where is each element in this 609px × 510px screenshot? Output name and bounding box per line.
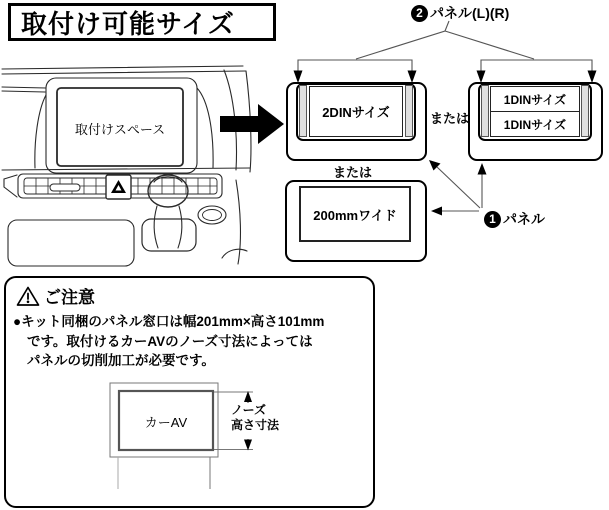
callout-panel-lr-label: パネル(L)(R) bbox=[430, 5, 510, 21]
panel-tray-1din bbox=[478, 83, 592, 141]
caution-heading-text: ご注意 bbox=[44, 288, 95, 307]
dash-top-line bbox=[2, 66, 243, 69]
dash-left-edge bbox=[4, 175, 17, 197]
caution-note bbox=[13, 312, 365, 371]
up-left-arrow-icon bbox=[429, 160, 441, 171]
wide200-label: 200mmワイド bbox=[313, 207, 397, 223]
warning-icon bbox=[16, 285, 40, 307]
big-right-arrow-icon bbox=[220, 104, 284, 144]
left-pillar-line bbox=[35, 95, 46, 168]
dashboard-illustration bbox=[2, 66, 251, 266]
shift-knob bbox=[148, 175, 188, 207]
cup-holder bbox=[198, 206, 226, 224]
panel-frame-1din bbox=[468, 82, 603, 161]
din1-top-label: 1DINサイズ bbox=[491, 87, 579, 112]
panel-strip-left bbox=[299, 85, 307, 137]
circled-number-2-icon: 2 bbox=[411, 5, 428, 22]
panel-frame-2din bbox=[286, 82, 427, 161]
din2-window bbox=[309, 86, 403, 137]
page-title bbox=[8, 3, 276, 41]
hazard-triangle-icon bbox=[111, 180, 126, 193]
wide200-window bbox=[299, 186, 411, 242]
caution-note-line3: パネルの切削加工が必要です。 bbox=[27, 353, 215, 368]
vent-strip bbox=[18, 174, 222, 198]
dash-mid-line bbox=[2, 168, 250, 170]
shift-base bbox=[142, 219, 196, 251]
panel-strip-left bbox=[481, 85, 489, 137]
or-label-below-2din: または bbox=[333, 165, 373, 180]
panel-tray-2din bbox=[296, 83, 416, 141]
nose-height-dim-line1: ノーズ bbox=[231, 403, 267, 417]
caution-note-line1: ●キット同梱のパネル窓口は幅201mm×高さ101mm bbox=[13, 314, 325, 329]
panel-strip-right bbox=[405, 85, 413, 137]
din1-window bbox=[490, 86, 580, 137]
din1-bottom-label: 1DINサイズ bbox=[503, 117, 567, 132]
din2-label: 2DINサイズ bbox=[322, 105, 390, 120]
vent-slat bbox=[50, 184, 80, 191]
callout-panel-lr bbox=[411, 3, 509, 23]
callout-panel bbox=[484, 209, 545, 229]
page-title-text: 取付け可能サイズ bbox=[21, 8, 235, 39]
install-space-label: 取付けスペース bbox=[74, 122, 166, 137]
panel-strip-right bbox=[581, 85, 589, 137]
panel-frame-200mm bbox=[285, 180, 427, 262]
panel-callout-arrowheads bbox=[429, 160, 487, 216]
right-pillar-line bbox=[197, 88, 213, 168]
or-label-right-2din: または bbox=[430, 111, 470, 126]
hazard-button bbox=[106, 175, 131, 199]
circled-number-1-icon: 1 bbox=[484, 211, 501, 228]
nose-height-dim-line2: 高さ寸法 bbox=[231, 417, 280, 432]
left-arrow-icon bbox=[431, 207, 442, 216]
caution-note-line2: です。取付けるカーAVのノーズ寸法によっては bbox=[27, 333, 313, 349]
panel-callout-lines bbox=[437, 167, 482, 211]
car-av-label: カーAV bbox=[144, 415, 188, 430]
shift-stem bbox=[154, 206, 158, 248]
panel-lr-callout-lines bbox=[298, 21, 592, 71]
nose-height-dimension-label bbox=[231, 403, 279, 432]
caution-heading bbox=[16, 283, 95, 308]
lower-tray bbox=[8, 220, 134, 266]
up-arrow-icon bbox=[478, 163, 487, 175]
callout-panel-label: パネル bbox=[503, 211, 545, 227]
vent-grid bbox=[36, 178, 210, 194]
caution-box bbox=[4, 276, 375, 508]
